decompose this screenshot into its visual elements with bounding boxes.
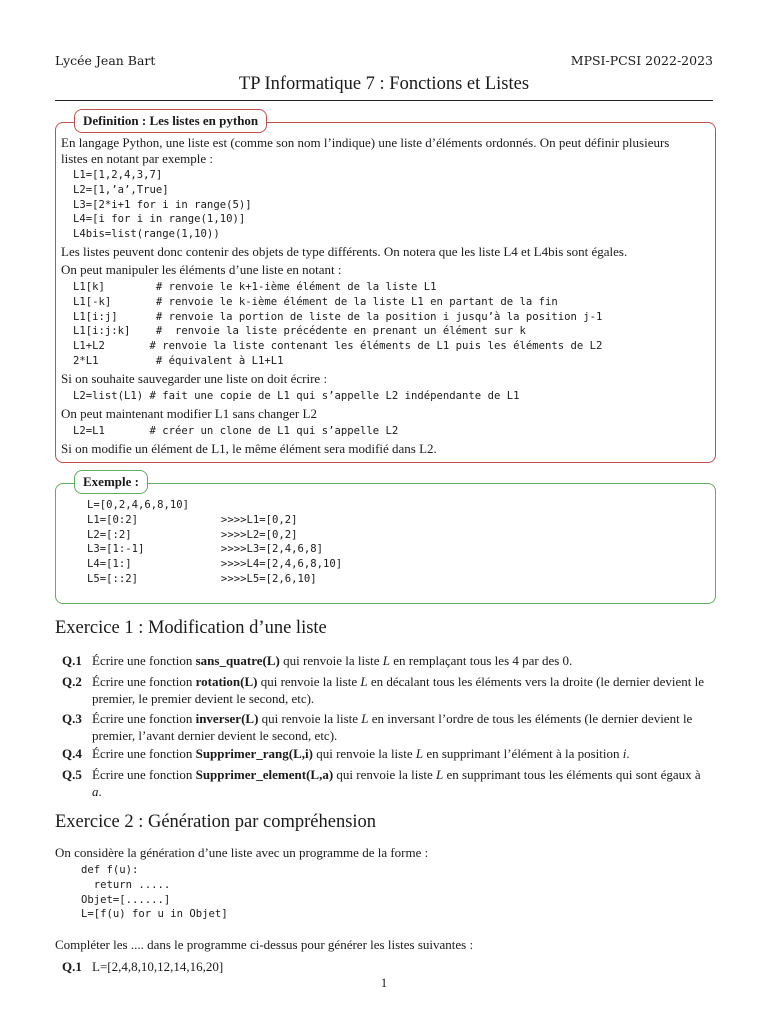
definition-code-operations: L1[k] # renvoie le k+1-ième élément de la liste L1 L1[-k] # renvoie le k-ième élément de la liste L1 en partant de la fin L1[i:j] # renvoie la portion de liste de la position i jusqu’à la position j-1 L1[i:j:k] # renvoie la liste précédente en prenant un élément sur k L1+L2 # renvoie la liste contenant les éléments de L1 puis les éléments de L2 2*L1 # équivalent à L1+L1 bbox=[73, 281, 603, 367]
header-left: Lycée Jean Bart bbox=[55, 53, 156, 68]
question-number: Q.1 bbox=[62, 959, 82, 974]
exercise-2-code: def f(u): return ..... Objet=[......] L=[f(u) for u in Objet] bbox=[81, 864, 228, 921]
definition-intro-line1: En langage Python, une liste est (comme son nom l’indique) une liste d’éléments ordonnés. On peut définir plusieurs bbox=[61, 135, 670, 150]
title-rule bbox=[55, 100, 713, 101]
exercise-1-title: Exercice 1 : Modification d’une liste bbox=[55, 618, 327, 638]
exercise-1-question-2: Q.2 Écrire une fonction rotation(L) qui renvoie la liste L en décalant tous les éléments vers la droite (le dernier devient le premier, le premier devient le second, etc). bbox=[62, 674, 705, 706]
exercise-2-question-1 bbox=[62, 958, 712, 975]
exercise-2-instruction: Compléter les .... dans le programme ci-dessus pour générer les listes suivantes : bbox=[55, 937, 474, 952]
function-name: Supprimer_element(L,a) bbox=[195, 767, 334, 782]
function-name: sans_quatre(L) bbox=[195, 653, 280, 668]
exercise-2-title: Exercice 2 : Génération par compréhension bbox=[55, 812, 377, 832]
exercise-1-question-5: Q.5 Écrire une fonction Supprimer_element(L,a) qui renvoie la liste L en supprimant tous les éléments qui sont égaux à a. bbox=[62, 767, 701, 799]
definition-paragraph-manipulate: On peut manipuler les éléments d’une liste en notant : bbox=[61, 262, 342, 277]
function-name: Supprimer_rang(L,i) bbox=[195, 746, 313, 761]
definition-code-clone: L2=L1 # créer un clone de L1 qui s’appelle L2 bbox=[73, 425, 399, 437]
definition-paragraph-types: Les listes peuvent donc contenir des objets de type différents. On notera que les liste L4 et L4bis sont égales. bbox=[61, 244, 628, 259]
header-right: MPSI-PCSI 2022-2023 bbox=[570, 53, 713, 68]
exemple-code: L=[0,2,4,6,8,10] L1=[0:2] >>>>L1=[0,2] L2=[:2] >>>>L2=[0,2] L3=[1:-1] >>>>L3=[2,4,6,8] L4=[1:] >>>>L4=[2,4,6,8,10] L5=[::2] >>>>L5=[2,6,10] bbox=[87, 499, 343, 585]
exercise-1-question-3: Q.3 Écrire une fonction inverser(L) qui renvoie la liste L en inversant l’ordre de tous les éléments (le dernier devient le premier, l’avant dernier devient le second, etc). bbox=[62, 711, 693, 743]
page-title: TP Informatique 7 : Fonctions et Listes bbox=[238, 74, 530, 94]
question-number: Q.3 bbox=[62, 711, 82, 726]
definition-label: Definition : Les listes en python bbox=[74, 109, 267, 133]
question-number: Q.1 bbox=[62, 653, 82, 668]
definition-intro-line2: listes en notant par exemple : bbox=[61, 151, 213, 166]
definition-paragraph-save: Si on souhaite sauvegarder une liste on doit écrire : bbox=[61, 371, 328, 386]
page-number: 1 bbox=[380, 976, 388, 990]
function-name: inverser(L) bbox=[195, 711, 259, 726]
definition-code-lists: L1=[1,2,4,3,7] L2=[1,’a’,True] L3=[2*i+1 for i in range(5)] L4=[i for i in range(1,10)] L4bis=list(range(1,10)) bbox=[73, 169, 252, 241]
question-number: Q.4 bbox=[62, 746, 82, 761]
function-name: rotation(L) bbox=[195, 674, 258, 689]
exercise-2-intro: On considère la génération d’une liste avec un programme de la forme : bbox=[55, 845, 429, 860]
definition-paragraph-clone-note: Si on modifie un élément de L1, le même élément sera modifié dans L2. bbox=[61, 441, 437, 456]
definition-code-copy: L2=list(L1) # fait une copie de L1 qui s’appelle L2 indépendante de L1 bbox=[73, 390, 520, 402]
question-text: L=[2,4,8,10,12,14,16,20] bbox=[92, 959, 224, 974]
definition-paragraph-modify: On peut maintenant modifier L1 sans changer L2 bbox=[61, 406, 317, 421]
exemple-label: Exemple : bbox=[74, 470, 148, 494]
exercise-1-question-4: Q.4 Écrire une fonction Supprimer_rang(L,i) qui renvoie la liste L en supprimant l’élément à la position i. bbox=[62, 746, 630, 761]
question-number: Q.2 bbox=[62, 674, 82, 689]
question-number: Q.5 bbox=[62, 767, 82, 782]
exercise-1-question-1: Q.1 Écrire une fonction sans_quatre(L) qui renvoie la liste L en remplaçant tous les 4 par des 0. bbox=[62, 653, 573, 668]
